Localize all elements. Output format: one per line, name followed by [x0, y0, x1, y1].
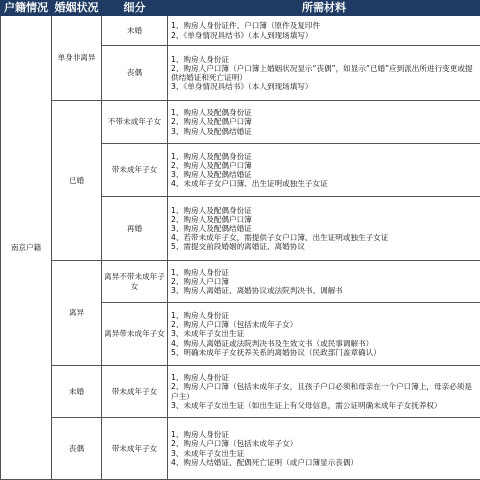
material-item: 3、未成年子女出生证（如出生证上有父母信息，需公证明确未成年子女抚养权）: [171, 400, 442, 410]
sub-cell: 带未成年子女: [102, 418, 168, 480]
sub-cell: 离异带未成年子女: [102, 303, 168, 366]
group-married: 已婚: [52, 101, 102, 261]
material-item: 1、购房人身份证: [171, 267, 229, 277]
material-item: 1、购房人身份证: [171, 311, 229, 321]
sub-cell: 带未成年子女: [102, 144, 168, 197]
sub-cell: 丧偶: [102, 46, 168, 101]
material-item: 4、购房人结婚证、配偶死亡证明（或户口簿显示丧偶）: [171, 457, 359, 467]
material-item: 3、购房人及配偶结婚证: [171, 126, 252, 136]
material-item: 5、明确未成年子女抚养关系的离婚协议（民政部门盖章确认）: [171, 347, 381, 357]
table-row: [1, 418, 480, 480]
materials-cell: [168, 197, 480, 261]
header-household: 户籍情况: [1, 1, 52, 16]
group-widowed: 丧偶: [52, 418, 102, 480]
material-item: 2、购房人及配偶户口簿: [171, 214, 252, 224]
sub-cell: 带未成年子女: [102, 366, 168, 418]
header-materials: 所需材料: [168, 1, 480, 16]
group-single: 单身非离异: [52, 16, 102, 101]
sub-cell: 再婚: [102, 197, 168, 261]
materials-cell: [168, 101, 480, 144]
material-item: 1、购房人及配偶身份证: [171, 151, 252, 161]
material-item: 3、购房人及配偶结婚证: [171, 223, 252, 233]
material-item: 1、购房人及配偶身份证: [171, 205, 252, 215]
materials-cell: [168, 46, 480, 101]
material-item: 3、购房人离婚证、离婚协议或法院判决书、调解书: [171, 286, 343, 296]
material-item: 2、购房人及配偶户口簿: [171, 117, 252, 127]
group-divorced: 离异: [52, 261, 102, 366]
material-item: 2、购房人及配偶户口簿: [171, 160, 252, 170]
header-subcategory: 细分: [102, 1, 168, 16]
materials-cell: [168, 144, 480, 197]
table-row: [1, 366, 480, 418]
material-item: 4、若带未成年子女，需提供子女户口簿、出生证明或独生子女证: [171, 233, 389, 243]
material-item: 3、未成年子女出生证: [171, 448, 245, 458]
material-item: 3、购房人及配偶结婚证: [171, 170, 252, 179]
material-item: 2、购房人户口簿（包括未成年子女，且孩子户口必须和母亲在一个户口簿上，母亲必须是户主）: [171, 382, 472, 401]
table-row: [1, 16, 480, 46]
material-item: 1、购房人身份证: [171, 373, 229, 383]
material-item: 1、购房人身份证: [171, 430, 229, 440]
sub-cell: 未婚: [102, 16, 168, 46]
material-item: 5、需提交前段婚姻的离婚证、离婚协议: [171, 242, 305, 252]
materials-cell: [168, 303, 480, 366]
materials-cell: [168, 366, 480, 418]
material-item: 2、购房人户口簿: [171, 276, 229, 286]
material-item: 1、购房人身份证件、户口簿（原件及复印件: [171, 21, 321, 31]
materials-cell: [168, 16, 480, 46]
material-item: 2、购房人户口簿（包括未成年子女）: [171, 320, 298, 330]
material-item: 4、未成年子女户口簿、出生证明或独生子女证: [171, 179, 328, 189]
sub-cell: 不带未成年子女: [102, 101, 168, 144]
material-item: 1、购房人身份证: [171, 54, 229, 64]
material-item: 2、购房人户口簿（包括未成年子女）: [171, 439, 298, 449]
material-item: 3、未成年子女出生证: [171, 329, 245, 339]
table-header-row: [1, 1, 480, 16]
sub-cell: 离异不带未成年子女: [102, 261, 168, 303]
table-row: [1, 261, 480, 303]
group-unmarried: 未婚: [52, 366, 102, 418]
materials-cell: [168, 418, 480, 480]
materials-cell: [168, 261, 480, 303]
material-item: 3、《单身情况具结书》（本人到现场填写）: [171, 82, 313, 92]
material-item: 2、购房人户口簿（户口簿上婚姻状况显示“丧偶”，如显示“已婚”应到派出所进行变更或提供结婚证和死亡证明）: [171, 63, 473, 82]
header-marital-status: 婚姻状况: [52, 1, 102, 16]
table-row: [1, 101, 480, 144]
material-item: 4、购房人离婚证或法院判决书及生效文书（或民事调解书）: [171, 338, 374, 348]
household-cell: 南京户籍: [1, 16, 52, 480]
material-item: 2、《单身情况具结书》（本人到现场填写）: [171, 30, 313, 40]
material-item: 1、购房人及配偶身份证: [171, 108, 252, 118]
